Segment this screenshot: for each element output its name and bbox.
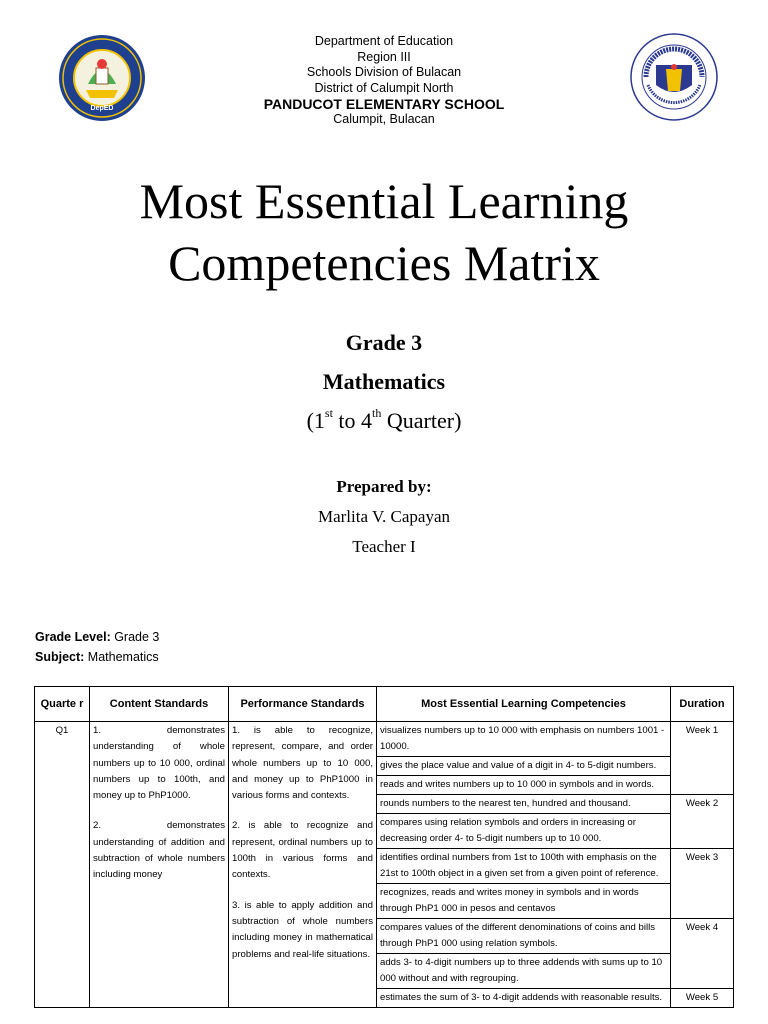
preparer-name: Marlita V. Capayan bbox=[317, 507, 451, 526]
header-performance-standards: Performance Standards bbox=[229, 687, 377, 722]
school-location: Calumpit, Bulacan bbox=[333, 112, 435, 127]
document-title bbox=[0, 170, 768, 294]
school-name: PANDUCOT ELEMENTARY SCHOOL bbox=[263, 96, 505, 113]
quarter-range bbox=[0, 408, 768, 434]
letterhead-line: Schools Division of Bulacan bbox=[306, 65, 462, 80]
quarter-open: (1 bbox=[306, 408, 325, 433]
quarter-close: Quarter) bbox=[381, 408, 462, 433]
quarter-sup-1: st bbox=[324, 406, 333, 420]
quarter-sup-2: th bbox=[372, 406, 382, 420]
header-duration: Duration bbox=[671, 687, 734, 722]
header-content-standards: Content Standards bbox=[90, 687, 229, 722]
grade-level-line bbox=[35, 630, 159, 644]
performance-standard: 2. is able to recognize and represent, ordinal numbers up to 100th in various forms and contexts. bbox=[232, 820, 373, 881]
duration-cell: Week 2 bbox=[671, 795, 734, 849]
competency-cell: identifies ordinal numbers from 1st to 100th with emphasis on the 21st to 100th object in a given set from a given point of reference. bbox=[377, 849, 671, 884]
subject-line bbox=[35, 650, 159, 664]
grade-level-label: Grade Level: bbox=[35, 630, 111, 644]
duration-cell: Week 4 bbox=[671, 919, 734, 989]
competency-cell: recognizes, reads and writes money in symbols and in words through PhP1 000 in pesos and centavos bbox=[377, 884, 671, 919]
prepared-by-label: Prepared by: bbox=[336, 477, 432, 496]
grade-heading: Grade 3 bbox=[345, 330, 423, 355]
competency-cell: gives the place value and value of a digit in 4- to 5-digit numbers. bbox=[377, 757, 671, 776]
competency-cell: estimates the sum of 3- to 4-digit addends with reasonable results. bbox=[377, 989, 671, 1008]
performance-standards-cell bbox=[229, 722, 377, 1008]
letterhead-line: Region III bbox=[357, 49, 411, 64]
subject-heading: Mathematics bbox=[322, 369, 446, 394]
subject-label: Subject: bbox=[35, 650, 85, 664]
competency-cell: compares using relation symbols and orders in increasing or decreasing order 4- to 5-digit numbers up to 10 000. bbox=[377, 814, 671, 849]
competency-cell: adds 3- to 4-digit numbers up to three addends with sums up to 10 000 without and with regrouping. bbox=[377, 954, 671, 989]
content-standard: 2. demonstrates understanding of addition and subtraction of whole numbers including money bbox=[93, 820, 225, 881]
preparer-position: Teacher I bbox=[352, 537, 416, 556]
competency-cell: reads and writes numbers up to 10 000 in symbols and in words. bbox=[377, 776, 671, 795]
melc-table bbox=[34, 686, 734, 1008]
svg-text:DepED: DepED bbox=[90, 105, 114, 112]
letterhead bbox=[0, 34, 768, 128]
title-line-2: Competencies Matrix bbox=[168, 235, 600, 291]
subject-value: Mathematics bbox=[84, 650, 159, 664]
duration-cell: Week 5 bbox=[671, 989, 734, 1008]
title-line-1: Most Essential Learning bbox=[139, 173, 629, 229]
header-melc: Most Essential Learning Competencies bbox=[377, 687, 671, 722]
table-header-row bbox=[35, 687, 734, 722]
grade-level-value: Grade 3 bbox=[110, 630, 160, 644]
duration-cell: Week 1 bbox=[671, 722, 734, 795]
quarter-mid: to 4 bbox=[332, 408, 373, 433]
performance-standard: 3. is able to apply addition and subtraction of whole numbers including money in mathematical problems and real-life situations. bbox=[232, 899, 373, 960]
letterhead-line: Department of Education bbox=[314, 34, 454, 48]
performance-standard: 1. is able to recognize, represent, compare, and order whole numbers up to 10 000, and money up to PhP1000 in various forms and contexts. bbox=[232, 725, 373, 802]
quarter-cell: Q1 bbox=[35, 722, 90, 1008]
letterhead-line: District of Calumpit North bbox=[314, 80, 454, 95]
competency-cell: rounds numbers to the nearest ten, hundred and thousand. bbox=[377, 795, 671, 814]
competency-cell: visualizes numbers up to 10 000 with emphasis on numbers 1001 - 10000. bbox=[377, 722, 671, 757]
content-standards-cell bbox=[90, 722, 229, 1008]
content-standard: 1. demonstrates understanding of whole numbers up to 10 000, ordinal numbers up to 100th, and money up to PhP1000. bbox=[93, 725, 225, 802]
duration-cell: Week 3 bbox=[671, 849, 734, 919]
competency-cell: compares values of the different denominations of coins and bills through PhP1 000 using relation symbols. bbox=[377, 919, 671, 954]
table-row bbox=[35, 722, 734, 757]
header-quarter: Quarte r bbox=[35, 687, 90, 722]
